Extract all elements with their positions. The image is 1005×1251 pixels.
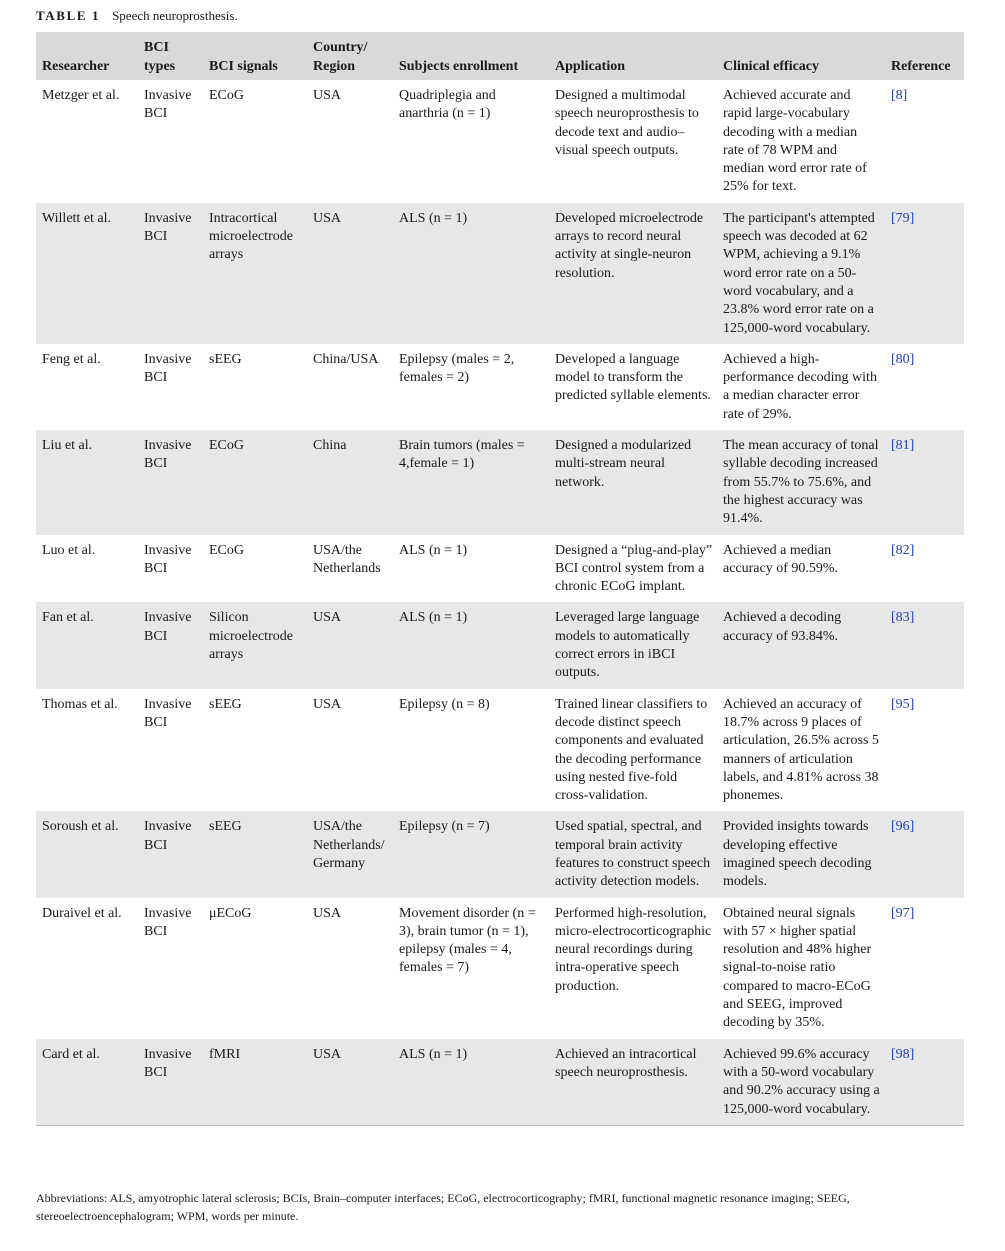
cell-subjects: ALS (n = 1) bbox=[393, 1039, 549, 1126]
cell-bci-type: Invasive BCI bbox=[144, 696, 192, 730]
reference-link[interactable]: [81] bbox=[891, 438, 915, 454]
cell-country: USA/the Netherlands/ Germany bbox=[313, 819, 385, 871]
cell-efficacy: Achieved 99.6% accuracy with a 50-word vocabulary and 90.2% accuracy using a 125,000-word vocabulary. bbox=[717, 1039, 885, 1126]
table-label: TABLE 1 bbox=[36, 8, 101, 23]
cell-country: USA bbox=[313, 905, 342, 921]
table-row bbox=[36, 203, 964, 344]
header-reference: Reference bbox=[891, 59, 951, 74]
cell-bci-type: Invasive BCI bbox=[144, 819, 192, 853]
cell-efficacy: The mean accuracy of tonal syllable decoding increased from 55.7% to 75.6%, and the highest accuracy was 91.4%. bbox=[723, 438, 879, 527]
cell-bci-signals: Intracortical microelectrode arrays bbox=[209, 210, 293, 263]
cell-bci-type: Invasive BCI bbox=[144, 210, 192, 245]
speech-neuroprosthesis-table bbox=[36, 32, 964, 1126]
cell-application: Performed high-resolution, micro-electrocorticographic neural recordings during intra-operative speech production. bbox=[555, 905, 712, 994]
cell-subjects: Epilepsy (males = 2, females = 2) bbox=[399, 351, 515, 386]
table-title: Speech neuroprosthesis. bbox=[112, 8, 238, 23]
cell-researcher: Feng et al. bbox=[42, 351, 101, 367]
cell-bci-type: Invasive BCI bbox=[144, 905, 192, 939]
cell-country: China bbox=[313, 438, 347, 454]
cell-country: USA/the Netherlands bbox=[313, 542, 381, 576]
cell-bci-type: Invasive BCI bbox=[138, 1039, 203, 1126]
cell-subjects: Movement disorder (n = 3), brain tumor (n = 1), epilepsy (males = 4, females = 7) bbox=[399, 905, 536, 976]
header-researcher: Researcher bbox=[42, 59, 110, 74]
table-row bbox=[36, 898, 964, 1039]
cell-application: Used spatial, spectral, and temporal brain activity features to construct speech activity detection models. bbox=[555, 819, 711, 890]
cell-bci-signals: ECoG bbox=[209, 88, 244, 103]
reference-link[interactable]: [98] bbox=[885, 1039, 964, 1126]
cell-researcher: Card et al. bbox=[36, 1039, 138, 1126]
reference-link[interactable]: [79] bbox=[891, 210, 915, 226]
reference-link[interactable]: [82] bbox=[891, 542, 915, 558]
cell-efficacy: Provided insights towards developing effective imagined speech decoding models. bbox=[723, 819, 872, 890]
cell-bci-signals: fMRI bbox=[203, 1039, 307, 1126]
header-subjects-enrollment: Subjects enrollment bbox=[399, 59, 519, 74]
cell-researcher: Metzger et al. bbox=[42, 88, 120, 103]
cell-bci-type: Invasive BCI bbox=[144, 88, 192, 122]
header-clinical-efficacy: Clinical efficacy bbox=[723, 59, 820, 74]
header-application: Application bbox=[555, 59, 626, 74]
table-header-row bbox=[36, 32, 964, 80]
header-bci-signals: BCI signals bbox=[209, 59, 278, 74]
cell-efficacy: Achieved a decoding accuracy of 93.84%. bbox=[723, 610, 842, 644]
cell-application: Designed a “plug-and-play” BCI control system from a chronic ECoG implant. bbox=[555, 542, 713, 595]
cell-application: Designed a multimodal speech neuroprosthesis to decode text and audio–visual speech outputs. bbox=[555, 88, 699, 158]
reference-link[interactable]: [8] bbox=[891, 88, 908, 103]
cell-application: Developed a language model to transform the predicted syllable elements. bbox=[555, 351, 711, 404]
cell-country: USA bbox=[313, 210, 342, 226]
cell-researcher: Luo et al. bbox=[42, 542, 96, 558]
cell-researcher: Duraivel et al. bbox=[42, 905, 122, 921]
cell-subjects: ALS (n = 1) bbox=[399, 610, 468, 626]
table-row bbox=[36, 80, 964, 203]
table-row bbox=[36, 689, 964, 812]
cell-application: Achieved an intracortical speech neuroprosthesis. bbox=[549, 1039, 717, 1126]
abbreviations-footnote: Abbreviations: ALS, amyotrophic lateral sclerosis; BCIs, Brain–computer interfaces; ECoG, electrocorticography; fMRI, functional magnetic resonance imaging; SEEG, stereoelectroencephalogram; WPM, words per minute. bbox=[36, 1191, 850, 1223]
table-row bbox=[36, 602, 964, 688]
cell-subjects: Quadriplegia and anarthria (n = 1) bbox=[399, 88, 496, 122]
cell-country: USA bbox=[313, 88, 342, 103]
cell-subjects: Epilepsy (n = 8) bbox=[399, 696, 490, 712]
cell-efficacy: Obtained neural signals with 57 × higher spatial resolution and 48% higher signal-to-noise ratio compared to macro-ECoG and SEEG, improved decoding by 35%. bbox=[723, 905, 872, 1031]
cell-subjects: Epilepsy (n = 7) bbox=[399, 819, 490, 835]
table-row bbox=[36, 430, 964, 534]
cell-bci-signals: μECoG bbox=[209, 905, 252, 921]
table-row bbox=[36, 811, 964, 897]
cell-country: USA bbox=[313, 696, 342, 712]
cell-application: Developed microelectrode arrays to record neural activity at single-neuron resolution. bbox=[555, 210, 704, 281]
table-row bbox=[36, 1039, 964, 1126]
cell-researcher: Fan et al. bbox=[42, 610, 94, 626]
reference-link[interactable]: [83] bbox=[891, 610, 915, 626]
reference-link[interactable]: [97] bbox=[891, 905, 915, 921]
cell-bci-type: Invasive BCI bbox=[144, 438, 192, 472]
cell-bci-signals: Silicon microelectrode arrays bbox=[209, 610, 293, 663]
reference-link[interactable]: [95] bbox=[891, 696, 915, 712]
cell-bci-signals: sEEG bbox=[209, 819, 242, 835]
cell-application: Trained linear classifiers to decode distinct speech components and evaluated the decoding performance using nested five-fold cross-validation. bbox=[555, 696, 708, 804]
cell-country: USA bbox=[313, 610, 342, 626]
cell-country: USA bbox=[307, 1039, 393, 1126]
cell-researcher: Soroush et al. bbox=[42, 819, 119, 835]
table-row bbox=[36, 344, 964, 430]
cell-subjects: Brain tumors (males = 4,female = 1) bbox=[399, 438, 525, 472]
reference-link[interactable]: [80] bbox=[891, 351, 915, 367]
cell-application: Leveraged large language models to automatically correct errors in iBCI outputs. bbox=[555, 610, 700, 681]
cell-efficacy: Achieved an accuracy of 18.7% across 9 places of articulation, 26.5% across 5 manners of articulation labels, and 4.81% across 38 phonemes. bbox=[723, 696, 879, 804]
cell-researcher: Liu et al. bbox=[42, 438, 93, 454]
table-row bbox=[36, 535, 964, 603]
cell-bci-signals: ECoG bbox=[209, 542, 244, 558]
reference-link[interactable]: [96] bbox=[891, 819, 915, 835]
cell-researcher: Thomas et al. bbox=[42, 696, 118, 712]
cell-efficacy: Achieved a median accuracy of 90.59%. bbox=[723, 542, 839, 576]
cell-efficacy: Achieved a high-performance decoding with a median character error rate of 29%. bbox=[723, 351, 877, 422]
cell-bci-type: Invasive BCI bbox=[144, 542, 192, 576]
cell-bci-signals: sEEG bbox=[209, 696, 242, 712]
cell-efficacy: Achieved accurate and rapid large-vocabulary decoding with a median rate of 78 WPM and median word error rate of 25% for text. bbox=[723, 88, 867, 195]
cell-country: China/USA bbox=[313, 351, 379, 367]
cell-bci-type: Invasive BCI bbox=[144, 610, 192, 644]
cell-researcher: Willett et al. bbox=[42, 210, 112, 226]
cell-subjects: ALS (n = 1) bbox=[399, 210, 468, 226]
cell-efficacy: The participant's attempted speech was decoded at 62 WPM, achieving a 9.1% word error rate on a 50-word vocabulary, and a 23.8% word error rate on a 125,000-word vocabulary. bbox=[723, 210, 875, 336]
cell-application: Designed a modularized multi-stream neural network. bbox=[555, 438, 692, 490]
header-country-region: Country/ Region bbox=[313, 40, 368, 74]
header-bci-types: BCI types bbox=[144, 40, 176, 74]
cell-subjects: ALS (n = 1) bbox=[399, 542, 468, 558]
cell-bci-type: Invasive BCI bbox=[144, 351, 192, 386]
cell-bci-signals: ECoG bbox=[209, 438, 244, 454]
table-caption bbox=[36, 7, 238, 25]
cell-bci-signals: sEEG bbox=[209, 351, 242, 367]
